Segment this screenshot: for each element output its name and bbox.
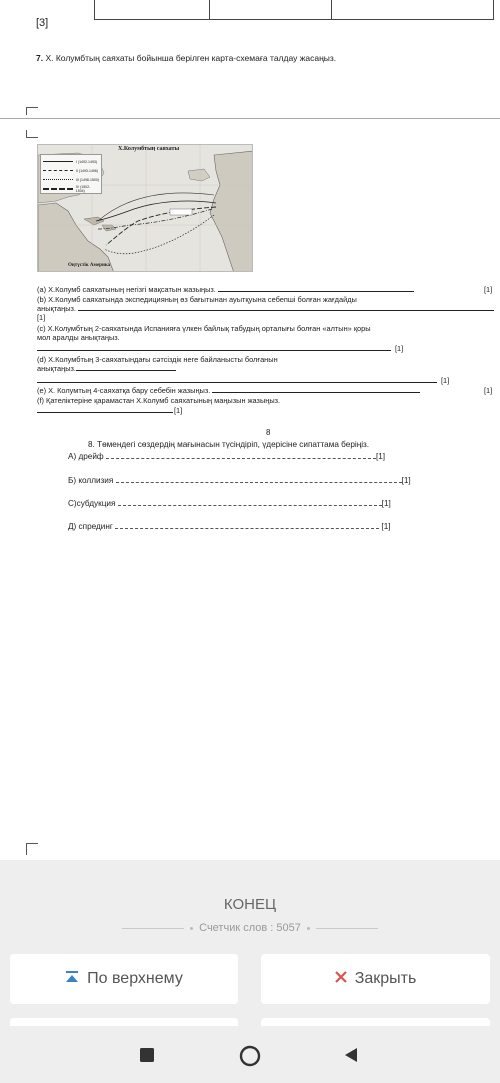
question-e: (e) Х. Колумтың 4-саяхатқа бару себебін жазыңыз. <box>37 386 420 395</box>
question-b: (b) Х.Колумб саяхатында экспедицияның өз бағытынан ауытқуына себепші болған жағдайды <box>37 295 357 304</box>
page-corner-mark <box>26 107 27 115</box>
home-button[interactable] <box>239 1045 261 1072</box>
columbus-voyage-map <box>37 144 253 272</box>
question-d-line2: анықтаңыз. <box>37 364 176 373</box>
map-legend <box>40 154 102 194</box>
term-row: Д) спрединг [1] <box>68 522 391 531</box>
legend-item: II (1493-1496) <box>43 166 99 175</box>
page-divider <box>0 118 500 119</box>
term-row: А) дрейф [1] <box>68 452 386 461</box>
scroll-to-top-label: По верхнему <box>87 970 183 987</box>
term-row: С)субдукция [1] <box>68 499 391 508</box>
mark-label: [3] <box>36 17 49 29</box>
system-navigation-bar <box>0 1033 500 1083</box>
next-button-edge <box>10 1018 238 1026</box>
end-label: КОНЕЦ <box>223 896 277 913</box>
answer-table <box>94 0 494 20</box>
answer-line <box>37 376 437 385</box>
mark-label: [1] <box>174 406 183 415</box>
term-row: Б) коллизия [1] <box>68 476 411 485</box>
answer-line <box>37 344 391 353</box>
square-icon <box>139 1047 155 1063</box>
close-label: Закрыть <box>354 970 417 987</box>
mark-label: [1] <box>484 285 493 294</box>
arrow-to-top-icon <box>65 970 79 989</box>
question-text: Х. Колумбтың саяхаты бойынша берілген карта-схемаға талдау жасаңыз. <box>43 53 337 63</box>
recents-button[interactable] <box>139 1047 155 1068</box>
map-caption: Оңтүстік Америка <box>68 263 111 268</box>
dot-icon <box>190 927 193 930</box>
word-count-row <box>0 922 500 934</box>
question-c: (c) Х.Колумбтың 2-саяхатында Испанияға үлкен байлық табудың орталығы болған «алтын» қоры <box>37 324 371 333</box>
question-7 <box>36 53 336 63</box>
question-number: 7. <box>36 53 44 63</box>
question-f: (f) Қателіктеріне қарамастан Х.Колумб саяхатының маңызын жазыңыз. <box>37 396 281 405</box>
question-d: (d) Х.Колумбтың 3-саяхатындағы сәтсіздік неге байланысты болғанын <box>37 355 278 364</box>
question-8: 8. Төмендегі сөздердің мағынасын түсіндіріп, үдерісіне сипаттама беріңіз. <box>88 440 370 449</box>
mark-label: [1] <box>441 376 450 385</box>
close-button[interactable] <box>261 954 490 1004</box>
mark-label: [1] <box>395 344 404 353</box>
back-button[interactable] <box>343 1047 359 1068</box>
table-column-divider <box>209 0 210 20</box>
legend-item: IV (1502-1504) <box>43 184 99 193</box>
question-b-line2: анықтаңыз. <box>37 304 494 313</box>
scroll-to-top-button[interactable] <box>10 954 238 1004</box>
answer-line <box>37 406 173 415</box>
page-corner-mark <box>26 130 38 138</box>
word-count: Счетчик слов : 5057 <box>199 922 301 934</box>
page-number: 8 <box>266 428 271 437</box>
question-a: (a) Х.Колумб саяхатының негізгі мақсатын жазыңыз. <box>37 285 414 294</box>
back-triangle-icon <box>343 1047 359 1063</box>
dot-icon <box>307 927 310 930</box>
mark-label: [1] <box>37 313 46 322</box>
page-corner-mark <box>26 843 38 855</box>
home-circle-icon <box>239 1045 261 1067</box>
legend-item: III (1498-1500) <box>43 175 99 184</box>
page-corner-mark <box>26 107 38 115</box>
close-icon <box>335 970 347 988</box>
next-button-edge <box>261 1018 490 1026</box>
mark-label: [1] <box>484 386 493 395</box>
question-c-line2: мол аралды анықтаңыз. <box>37 333 120 342</box>
table-column-divider <box>331 0 332 20</box>
map-title: Х.Колумбтың саяхаты <box>118 146 180 152</box>
legend-item: I (1492-1493) <box>43 157 99 166</box>
